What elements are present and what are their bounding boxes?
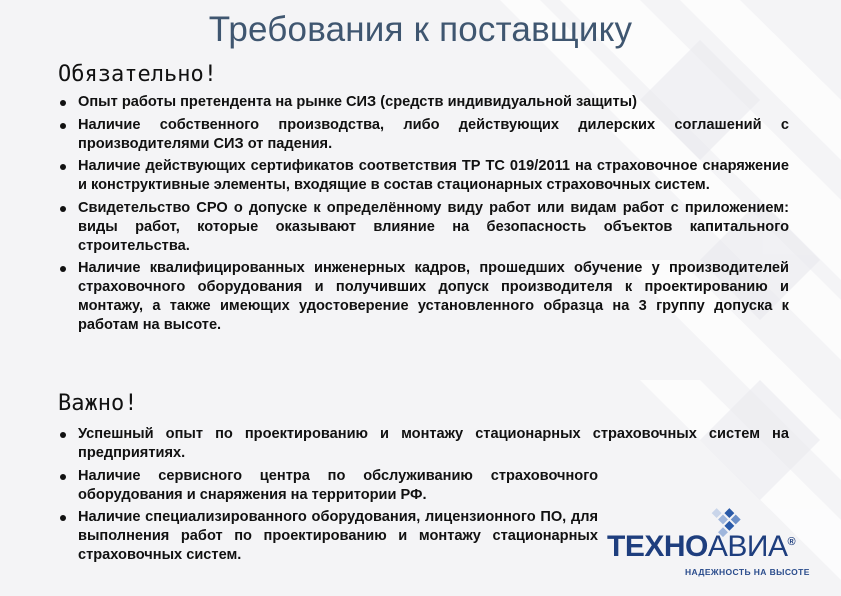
list-item-text: Опыт работы претендента на рынке СИЗ (средств индивидуальной защиты) — [78, 94, 637, 110]
registered-mark: ® — [787, 536, 796, 548]
list-item-text: Наличие квалифицированных инженерных кадров, прошедших обучение у производителей страховочного оборудования и получивших допуск производителя к проектированию и монтажу, а также имеющих удостоверение установленного образца на 3 группу допуска к работам на высоте. — [78, 260, 789, 334]
logo-part-techno: ТЕХНО — [607, 530, 708, 563]
bullet-icon — [60, 123, 66, 129]
list-item-text: Успешный опыт по проектированию и монтажу стационарных страховочных систем на предприятиях. — [78, 426, 789, 461]
bullet-icon — [60, 100, 66, 106]
section-heading-mandatory: Обязательно! — [58, 62, 217, 87]
list-item — [78, 93, 789, 112]
list-item — [78, 199, 789, 256]
list-item — [78, 259, 789, 335]
page-title: Требования к поставщику — [208, 10, 633, 49]
logo-tagline: НАДЕЖНОСТЬ НА ВЫСОТЕ — [685, 567, 810, 577]
list-item — [78, 425, 789, 463]
bullet-icon — [60, 474, 66, 480]
list-item-text: Наличие сервисного центра по обслуживанию страховочного оборудования и снаряжения на территории РФ. — [78, 467, 598, 503]
mandatory-requirements-list — [78, 93, 789, 339]
list-item-text: Наличие специализированного оборудования, лицензионного ПО, для выполнения работ по проектированию и монтажу стационарных страховочных систем. — [78, 509, 598, 564]
list-item-text: Наличие собственного производства, либо действующих дилерских соглашений с производителями СИЗ от падения. — [78, 116, 789, 152]
list-item — [78, 508, 598, 565]
list-item — [78, 116, 789, 154]
section-heading-important: Важно! — [58, 391, 138, 416]
list-item-text: Свидетельство СРО о допуске к определённому виду работ или видам работ с приложением: виды работ, которые оказывают влияние на безопасность объектов капитального строительства. — [78, 199, 789, 254]
company-logo — [607, 506, 825, 580]
list-item — [78, 467, 598, 505]
list-item — [78, 157, 789, 195]
logo-wordmark — [607, 530, 795, 564]
list-item-text: Наличие действующих сертификатов соответствия ТР ТС 019/2011 на страховочное снаряжение и конструктивные элементы, входящие в состав стационарных страховочных систем. — [78, 158, 789, 194]
logo-part-avia: АВИА — [707, 530, 788, 563]
bullet-icon — [60, 206, 66, 212]
bullet-icon — [60, 432, 66, 438]
